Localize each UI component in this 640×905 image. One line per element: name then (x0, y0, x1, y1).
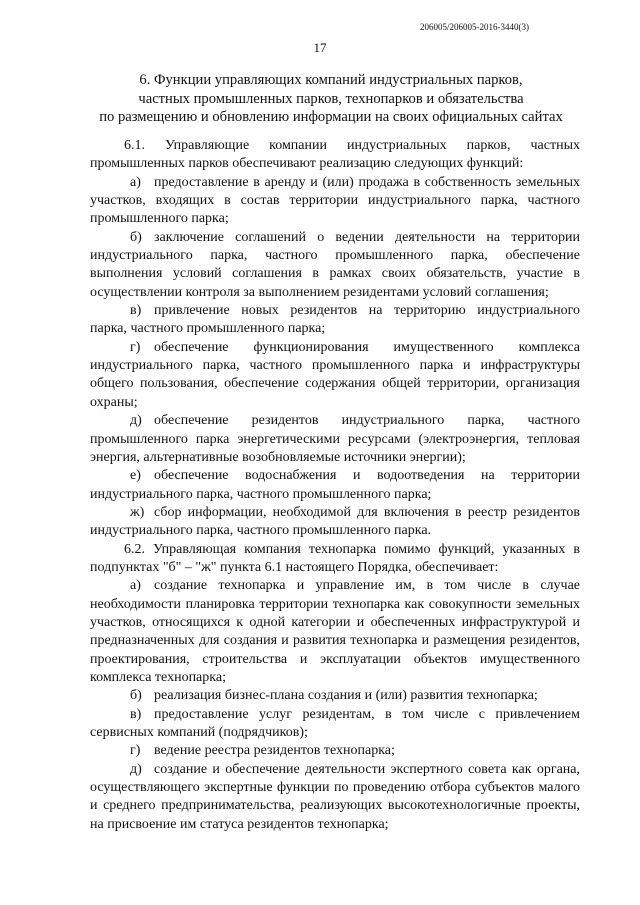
item-text: создание и обеспечение деятельности экспертного совета как органа, осуществляющего экспертные функции по проведению отбора субъектов малого и среднего предпринимательства, реализующих высокотехнологичные проекты, на присвоение им статуса резидентов технопарка; (90, 761, 580, 832)
heading-line: по размещению и обновлению информации на своих официальных сайтах (99, 109, 563, 125)
item-text: обеспечение резидентов индустриального парка, частного промышленного парка энергетическими ресурсами (электроэнергия, тепловая энергия, альтернативные возобновляемые источники энергии); (90, 413, 580, 465)
item-label: б) (130, 688, 142, 704)
clause-6-2-item-d (90, 761, 580, 834)
clause-6-1-item-b (90, 229, 580, 302)
clause-6-2-item-v (90, 706, 580, 743)
item-label: а) (130, 174, 141, 190)
item-text: создание технопарка и управление им, в том числе в случае необходимости планировка территории технопарка как совокупности земельных участков, относящихся к одной категории и обеспеченных инфраструктурой и предназначенных для создания и развития технопарка и размещения резидентов, проектирования, строительства и эксплуатации объектов имущественного комплекса технопарка; (90, 578, 580, 685)
section-heading (86, 71, 576, 127)
item-label: б) (130, 229, 142, 245)
item-text: реализация бизнес-плана создания и (или) развития технопарка; (154, 688, 538, 704)
heading-line: 6. Функции управляющих компаний индустриальных парков, (139, 72, 523, 88)
item-label: д) (130, 761, 142, 777)
clause-6-2-item-g (90, 742, 580, 760)
item-label: в) (130, 706, 142, 722)
item-label: в) (130, 303, 142, 319)
clause-6-2-item-b (90, 687, 580, 705)
item-text: обеспечение водоснабжения и водоотведения на территории индустриального парка, частного промышленного парка; (90, 468, 580, 502)
item-text: предоставление в аренду и (или) продажа в собственность земельных участков, входящих в состав территории индустриального парка, частного промышленного парка; (90, 174, 580, 227)
document-id: 206005/206005-2016-3440(3) (420, 22, 529, 32)
clause-6-1-intro: 6.1. Управляющие компании индустриальных парков, частных промышленных парков обеспечивают реализацию следующих функций: (90, 138, 580, 172)
clause-6-1-item-e (90, 467, 580, 504)
clause-6-1-item-v (90, 302, 580, 339)
item-label: е) (130, 468, 141, 484)
heading-line: частных промышленных парков, технопарков и обязательства (138, 90, 524, 107)
clause-6-2-item-a (90, 577, 580, 687)
item-label: г) (130, 743, 141, 759)
item-label: а) (130, 578, 141, 594)
item-text: привлечение новых резидентов на территорию индустриального парка, частного промышленного парка; (90, 303, 580, 337)
item-text: заключение соглашений о ведении деятельности на территории индустриального парка, частного промышленного парка, обеспечение выполнения условий соглашения в рамках своих обязательств, участие в осуществлении контроля за выполнением резидентами условий соглашения; (90, 229, 580, 300)
item-label: ж) (130, 504, 145, 520)
document-body (90, 137, 580, 834)
item-label: д) (130, 413, 142, 429)
item-text: обеспечение функционирования имущественного комплекса индустриального парка, частного промышленного парка и инфраструктуры общего пользования, обеспечение содержания общей территории, организация охраны; (90, 339, 580, 410)
item-text: предоставление услуг резидентам, в том числе с привлечением сервисных компаний (подрядчиков); (90, 706, 580, 740)
clause-6-2-intro: 6.2. Управляющая компания технопарка помимо функций, указанных в подпунктах "б" – "ж" пункта 6.1 настоящего Порядка, обеспечивает: (90, 541, 580, 575)
item-text: ведение реестра резидентов технопарка; (154, 743, 395, 759)
clause-6-1-item-g (90, 339, 580, 412)
item-label: г) (130, 339, 141, 355)
clause-6-1-item-d (90, 412, 580, 467)
clause-6-1-item-zh (90, 504, 580, 541)
item-text: сбор информации, необходимой для включения в реестр резидентов индустриального парка, частного промышленного парка. (90, 504, 580, 539)
clause-6-1-item-a (90, 174, 580, 229)
page-number: 17 (313, 40, 327, 55)
